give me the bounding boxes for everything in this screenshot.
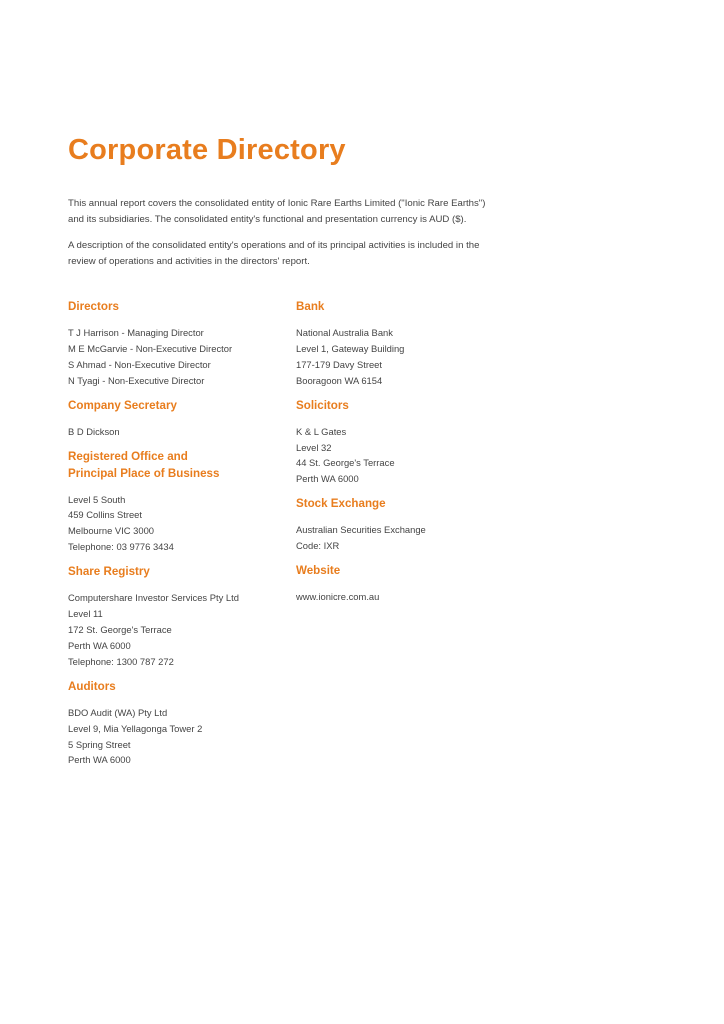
registered-office-line: Level 5 South	[68, 493, 126, 505]
registered-office-line: Telephone: 03 9776 3434	[68, 541, 174, 553]
solicitors-list	[296, 424, 516, 488]
bank-line: 177-179 Davy Street	[296, 358, 382, 370]
directors-line: T J Harrison - Managing Director	[68, 327, 204, 338]
website-list	[296, 589, 516, 605]
auditors-list	[68, 705, 288, 769]
registered-office-section	[68, 448, 288, 556]
auditors-section	[68, 678, 288, 769]
share-registry-line: Perth WA 6000	[68, 639, 131, 651]
bank-line: Booragoon WA 6154	[296, 374, 383, 386]
directors-heading: Directors	[68, 300, 119, 313]
auditors-line: BDO Audit (WA) Pty Ltd	[68, 706, 168, 718]
directors-line: M E McGarvie - Non-Executive Director	[68, 342, 233, 354]
solicitors-line: Level 32	[296, 441, 332, 453]
stock-exchange-list	[296, 522, 516, 554]
auditors-line: 5 Spring Street	[68, 738, 131, 750]
share-registry-line: Level 11	[68, 608, 103, 620]
intro-paragraph-1	[68, 196, 528, 228]
stock-exchange-line: Code: IXR	[296, 540, 340, 552]
directors-line: S Ahmad - Non-Executive Director	[68, 358, 211, 370]
website-heading: Website	[296, 564, 341, 578]
company-secretary-section	[68, 397, 288, 440]
bank-line: Level 1, Gateway Building	[296, 342, 405, 354]
bank-list	[296, 325, 516, 389]
registered-office-line: Melbourne VIC 3000	[68, 525, 154, 537]
auditors-line: Level 9, Mia Yellagonga Tower 2	[68, 722, 203, 734]
auditors-line: Perth WA 6000	[68, 754, 131, 766]
intro-p1-line-1: This annual report covers the consolidated entity of Ionic Rare Earths Limited ("Ionic Rare Earths")	[68, 198, 486, 209]
registered-office-heading	[68, 448, 288, 482]
bank-section	[296, 298, 516, 389]
stock-exchange-section	[296, 495, 516, 554]
solicitors-line: K & L Gates	[296, 425, 347, 437]
registered-office-list	[68, 492, 288, 556]
stock-exchange-line: Australian Securities Exchange	[296, 524, 426, 536]
company-secretary-line: B D Dickson	[68, 425, 120, 437]
registered-office-line: 459 Collins Street	[68, 509, 142, 521]
bank-heading: Bank	[296, 300, 325, 313]
share-registry-line: Computershare Investor Services Pty Ltd	[68, 592, 239, 604]
bank-line: National Australia Bank	[296, 327, 393, 338]
share-registry-section	[68, 563, 288, 670]
website-section	[296, 562, 516, 605]
solicitors-section	[296, 397, 516, 488]
share-registry-heading: Share Registry	[68, 565, 150, 579]
intro-p1-line-2: and its subsidiaries. The consolidated entity's functional and presentation currency is AUD ($).	[68, 214, 467, 225]
share-registry-line: Telephone: 1300 787 272	[68, 655, 174, 667]
page-title: Corporate Directory	[68, 134, 346, 166]
solicitors-line: Perth WA 6000	[296, 473, 359, 485]
stock-exchange-heading: Stock Exchange	[296, 497, 386, 511]
left-column	[68, 298, 288, 776]
directors-line: N Tyagi - Non-Executive Director	[68, 374, 205, 386]
company-secretary-heading: Company Secretary	[68, 398, 177, 412]
share-registry-list	[68, 590, 288, 670]
company-secretary-list	[68, 424, 288, 440]
share-registry-line: 172 St. George's Terrace	[68, 623, 172, 635]
intro-text	[68, 196, 528, 280]
solicitors-line: 44 St. George's Terrace	[296, 457, 395, 469]
registered-office-heading-line-2: Principal Place of Business	[68, 466, 220, 480]
directors-section	[68, 298, 288, 389]
auditors-heading: Auditors	[68, 679, 116, 693]
directors-list	[68, 325, 288, 389]
intro-p2-line-1: A description of the consolidated entity's operations and of its principal activities is included in the	[68, 240, 480, 251]
registered-office-heading-line-1: Registered Office and	[68, 449, 188, 463]
intro-p2-line-2: review of operations and activities in the directors' report.	[68, 256, 310, 267]
website-link[interactable]: www.ionicre.com.au	[296, 591, 380, 603]
right-column	[296, 298, 516, 613]
solicitors-heading: Solicitors	[296, 398, 349, 412]
intro-paragraph-2	[68, 238, 528, 270]
